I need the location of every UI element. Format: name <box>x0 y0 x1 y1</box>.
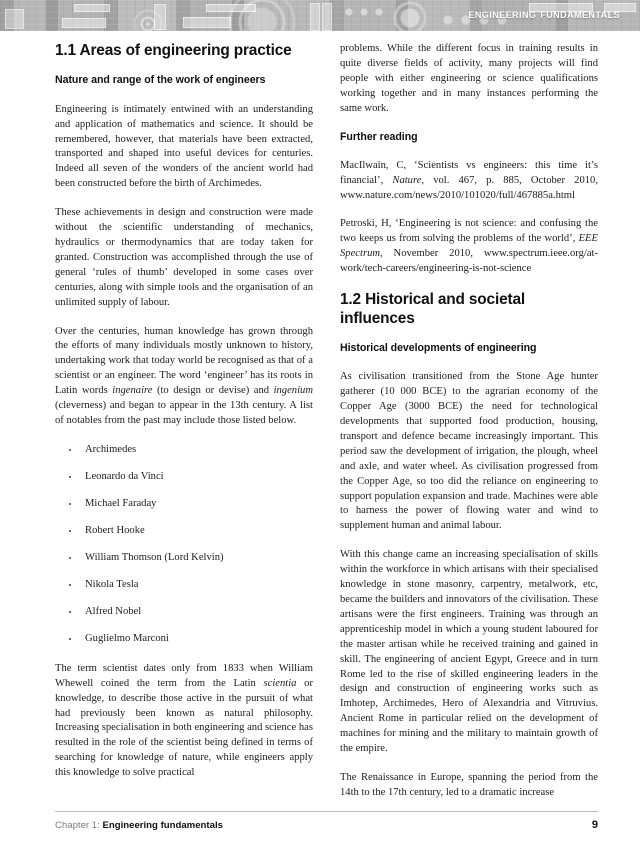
page-footer <box>55 811 598 831</box>
switch-panel-icon <box>5 9 24 29</box>
gauge-readout-icon <box>62 18 106 28</box>
gauge-readout-icon <box>183 17 231 28</box>
latin-term-ingenium: ingenium <box>273 385 313 397</box>
footer-chapter-name: Engineering fundamentals <box>102 820 223 831</box>
footer-divider <box>55 811 598 812</box>
list-item: Leonardo da Vinci <box>55 470 313 484</box>
reference-macilwain <box>340 159 598 204</box>
text-run: Over the centuries, human knowledge has grown through the efforts of many individuals mostly unknown to history, undertaking work that today world be recognised as that of a scientist or an engineer. The word ‘engineer’ has its roots in Latin words <box>55 325 313 397</box>
list-item: Michael Faraday <box>55 497 313 511</box>
journal-name-nature: Nature <box>392 174 422 186</box>
paragraph-problems-continued: problems. While the different focus in training results in quite diverse fields of activity, many projects will find people with either engineering or science qualifications working together and in many instances performing the same work. <box>340 43 598 114</box>
latin-term-ingenaire: ingenaire <box>112 385 153 397</box>
list-item: William Thomson (Lord Kelvin) <box>55 551 313 565</box>
section-title-1-1: 1.1 Areas of engineering practice <box>55 42 292 59</box>
page-content <box>55 42 598 810</box>
list-item: Robert Hooke <box>55 524 313 538</box>
slider-control-icon <box>322 3 332 31</box>
slider-control-icon <box>310 3 320 31</box>
paragraph-renaissance-in-europe: The Renaissance in Europe, spanning the period from the 14th to the 17th century, led to a dramatic increase <box>340 771 598 798</box>
page-header-banner <box>0 0 640 31</box>
paragraph-with-this-change: With this change came an increasing specialisation of skills within the workforce in which artisans with their specialised knowledge in stone masonry, carpentry, metalwork, etc, became the builders and innovators of the civilisation. These artisans were the first engineers. Training was through an apprenticeship model in which a young student laboured for the master artisan while he received training and gained in skill. The engineering of ancient Egypt, Greece and in turn Rome led to the rise of skilled engineering leaders in the design and construction of engineering works such as Imhotep, Archimedes, Hero of Alexandria and Vitruvius. Ancient Rome in particular relied on the development of machines for mining and the military to maintain growth of the empire. <box>340 549 598 755</box>
text-run: or knowledge, to describe those active in the pursuit of what had previously been known as natural philosophy. Increasing specialisation in both engineering and science has resulted in the role of the scientist being defined in terms of searching for knowledge of nature, while engineers apply this knowledge to solve practical <box>55 677 313 779</box>
list-item: Alfred Nobel <box>55 605 313 619</box>
latin-term-scientia: scientia <box>263 677 297 689</box>
list-item: Nikola Tesla <box>55 578 313 592</box>
subsection-title-nature-and-range: Nature and range of the work of engineers <box>55 74 266 87</box>
right-column <box>340 42 598 810</box>
text-run: Petroski, H, ‘Engineering is not science: and confusing the two keeps us from solving the problems of the world’, <box>340 218 598 245</box>
footer-chapter-label <box>55 820 223 831</box>
page-number: 9 <box>591 819 598 831</box>
paragraph-over-the-centuries <box>55 325 313 429</box>
footer-row <box>55 819 598 831</box>
list-item: Archimedes <box>55 443 313 457</box>
slider-control-icon <box>154 4 166 30</box>
paragraph-these-achievements: These achievements in design and construction were made without the scientific understanding of mechanics, hydraulics or thermodynamics that are today taken for granted. Construction was accomplished through the use of general ‘rules of thumb’ developed in some cases over centuries, along with simple tools and the organisation of an unlimited supply of labour. <box>55 207 313 308</box>
gauge-readout-icon <box>74 4 110 12</box>
section-title-1-2: 1.2 Historical and societal influences <box>340 291 525 327</box>
text-run: , vol. 467, p. 885, October 2010, www.nature.com/news/2010/101020/full/467885a.html <box>340 174 598 201</box>
text-run: (cleverness) and began to appear in the 13th century. A list of notables from the past may include those listed below. <box>55 400 313 426</box>
journal-name-eee-spectrum: EEE Spectrum <box>340 233 598 260</box>
banner-title: engineering fundamentals <box>468 7 620 21</box>
gauge-readout-icon <box>206 4 256 12</box>
paragraph-term-scientist <box>55 662 313 781</box>
paragraph-engineering-intimately-entwined: Engineering is intimately entwined with an understanding and application of mathematics and science. It should be remembered, however, that materials have been extracted, transported and shaped into useful devices for centuries. Indeed all seven of the wonders of the ancient world had been constructed before the birth of Archimedes. <box>55 103 313 190</box>
paragraph-as-civilisation-transitioned: As civilisation transitioned from the Stone Age hunter gatherer (10 000 BCE) to the agrarian economy of the Copper Age (3000 BCE) the need for technological developments that supported food production, housing, transport and defence became increasingly important. This period saw the development of irrigation, the plough, wheel and axle, and water wheel. As civilisation progressed from the Copper Age, so too did the reliance on engineering to support population expansion and trade. Machines were able to harness the power of flowing water and wind to supplement human and animal labour. <box>340 371 598 532</box>
text-run: The term scientist dates only from 1833 when William Whewell coined the term from the Latin <box>55 662 313 689</box>
text-run: , November 2010, www.spectrum.ieee.org/at-work/tech-careers/engineering-is-not-science <box>340 248 598 275</box>
notables-list <box>55 443 313 646</box>
text-run: (to design or devise) and <box>152 385 274 397</box>
subsection-title-historical-developments: Historical developments of engineering <box>340 342 537 355</box>
left-column <box>55 42 313 810</box>
reference-petroski <box>340 217 598 277</box>
footer-chapter-prefix: Chapter 1: <box>55 820 103 831</box>
subsection-title-further-reading: Further reading <box>340 130 418 143</box>
text-run: MacIlwain, C, ‘Scientists vs engineers: this time it’s financial’, <box>340 159 598 186</box>
list-item: Guglielmo Marconi <box>55 632 313 646</box>
